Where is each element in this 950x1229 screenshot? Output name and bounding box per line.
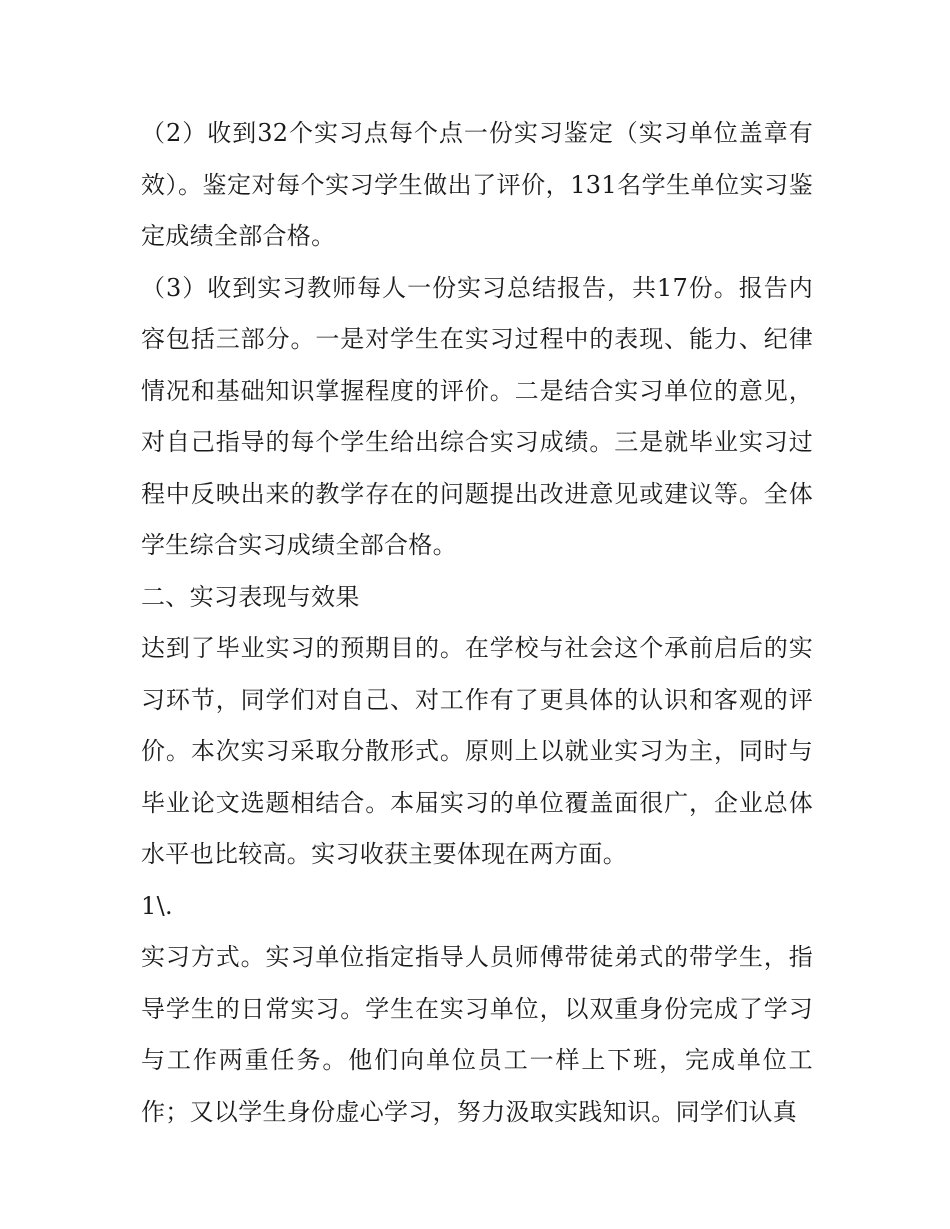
section-heading-performance: 二、实习表现与效果	[141, 582, 360, 611]
document-body	[141, 108, 813, 1138]
paragraph-internship-goals: 达到了毕业实习的预期目的。在学校与社会这个承前启后的实习环节，同学们对自己、对工作有了更具体的认识和客观的评价。本次实习采取分散形式。原则上以就业实习为主，同时与毕业论文选题相结合。本届实习的单位覆盖面很广，企业总体水平也比较高。实习收获主要体现在两方面。	[141, 634, 813, 868]
paragraph-appraisal-receipt: （2）收到32个实习点每个点一份实习鉴定（实习单位盖章有效）。鉴定对每个实习学生做出了评价，131名学生单位实习鉴定成绩全部合格。	[141, 119, 813, 250]
list-marker-one: 1\.	[141, 891, 173, 920]
paragraph-teacher-report: （3）收到实习教师每人一份实习总结报告，共17份。报告内容包括三部分。一是对学生在实习过程中的表现、能力、纪律情况和基础知识掌握程度的评价。二是结合实习单位的意见，对自己指导的每个学生给出综合实习成绩。三是就毕业实习过程中反映出来的教学存在的问题提出改进意见或建议等。全体学生综合实习成绩全部合格。	[141, 273, 813, 559]
paragraph-internship-method: 实习方式。实习单位指定指导人员师傅带徒弟式的带学生，指导学生的日常实习。学生在实习单位，以双重身份完成了学习与工作两重任务。他们向单位员工一样上下班，完成单位工作；又以学生身份虚心学习，努力汲取实践知识。同学们认真	[141, 943, 813, 1126]
